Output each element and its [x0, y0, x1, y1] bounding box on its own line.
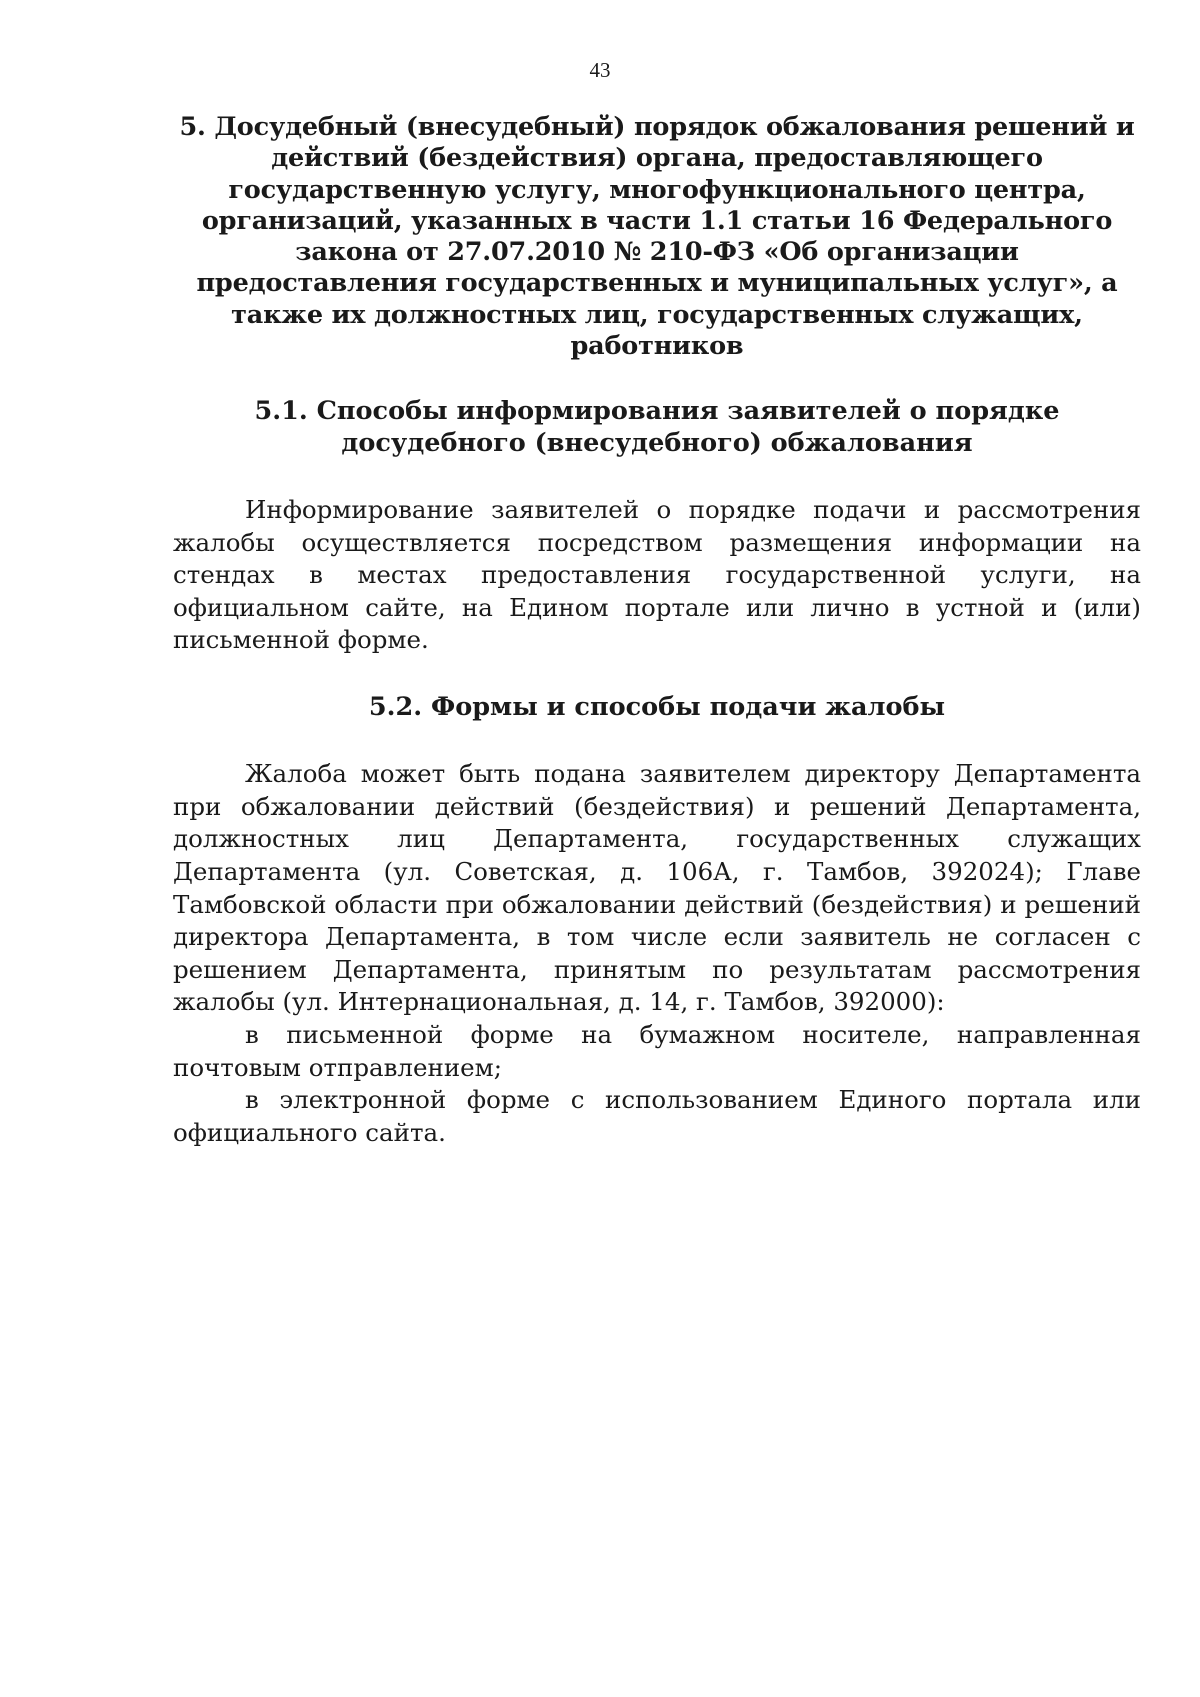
submission-method-electronic — [173, 1084, 1141, 1149]
section-title: 5. Досудебный (внесудебный) порядок обжалования решений и действий (бездействия) органа, предоставляющего государственную услугу, многофункционального центра, организаций, указанных в части 1.1 статьи 16 Федерального закона от 27.07.2010 № 210-ФЗ «Об организации предоставления государственных и муниципальных услуг», а также их должностных лиц, государственных служащих, работников — [179, 112, 1135, 362]
subsection-1-paragraph: Информирование заявителей о порядке подачи и рассмотрения жалобы осуществляется посредством размещения информации на стендах в местах предоставления государственной услуги, на официальном сайте, на Едином портале или лично в устной и (или) письменной форме. — [173, 494, 1141, 655]
subsection-2-paragraph: Жалоба может быть подана заявителем директору Департамента при обжаловании действий (бездействия) и решений Департамента, должностных лиц Департамента, государственных служащих Департамента (ул. Советская, д. 106А, г. Тамбов, 392024); Главе Тамбовской области при обжаловании действий (бездействия) и решений директора Департамента, в том числе если заявитель не согласен с решением Департамента, принятым по результатам рассмотрения жалобы (ул. Интернациональная, д. 14, г. Тамбов, 392000): — [173, 759, 1141, 1017]
submission-method-paper: в письменной форме на бумажном носителе, направленная почтовым отправлением; — [173, 1019, 1141, 1082]
submission-method-electronic-line-1: в электронной форме с использованием Единого портала или — [245, 1085, 1141, 1115]
document-body — [173, 112, 1141, 1149]
subsection-2-title: 5.2. Формы и способы подачи жалобы — [368, 691, 946, 722]
submission-method-electronic-line-2: официального сайта. — [173, 1117, 446, 1147]
page-number: 43 — [589, 58, 611, 82]
subsection-1-title: 5.1. Способы информирования заявителей о порядке досудебного (внесудебного) обжалования — [254, 396, 1060, 458]
